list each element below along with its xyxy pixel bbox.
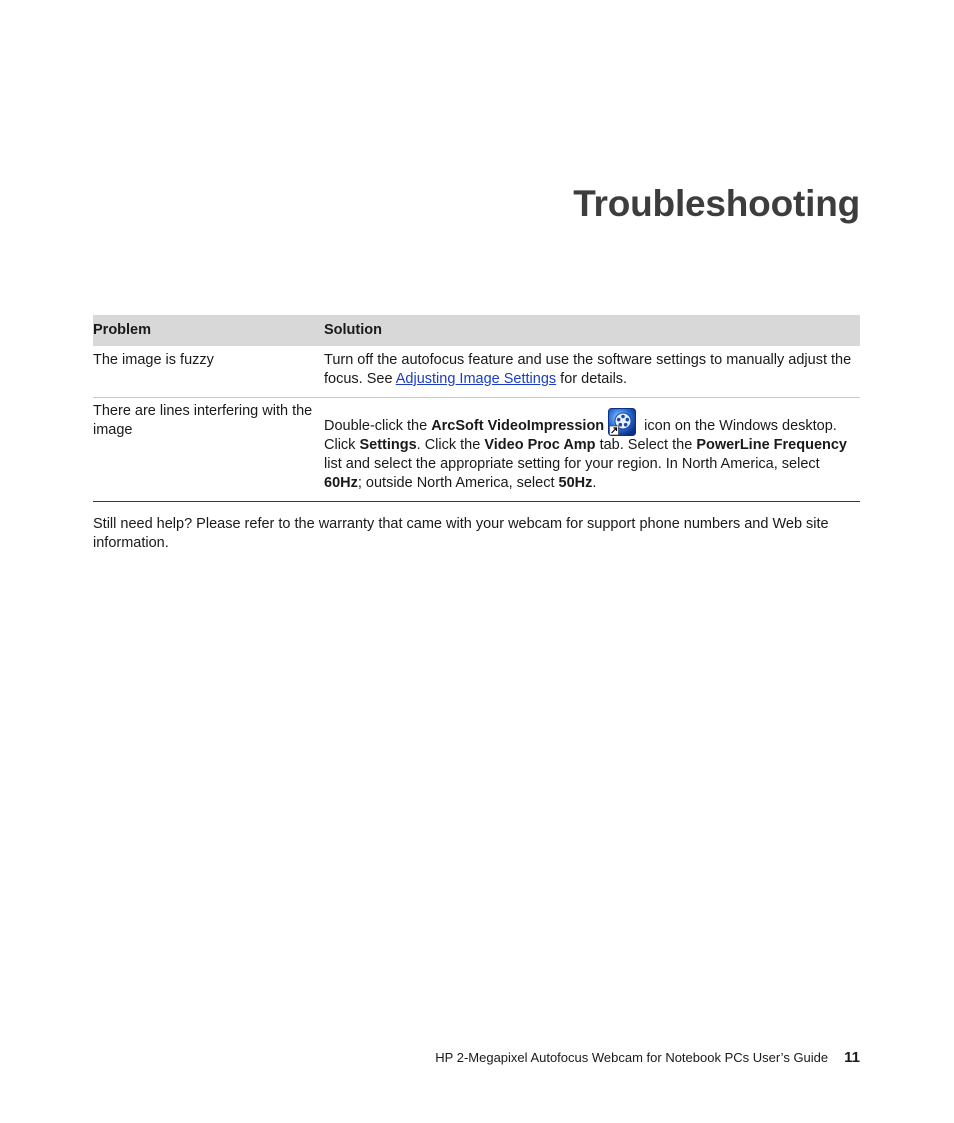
problem-cell: The image is fuzzy <box>93 346 324 398</box>
page-footer <box>435 1049 860 1066</box>
page-title: Troubleshooting <box>573 183 860 224</box>
solution-text: ; outside North America, select <box>357 475 559 491</box>
tab-name: Video Proc Amp <box>484 437 596 453</box>
app-name: ArcSoft VideoImpression <box>431 418 605 434</box>
solution-text: icon on the Windows desktop. Click <box>324 418 837 453</box>
solution-text: . <box>592 475 597 491</box>
solution-text: Turn off the autofocus feature and use the software settings to manually adjust the focus. See <box>324 352 852 387</box>
solution-text: Double-click the <box>324 418 432 434</box>
arcsoft-videoimpression-icon <box>608 408 636 436</box>
header-solution: Solution <box>324 315 860 346</box>
list-name: PowerLine Frequency <box>696 437 847 453</box>
adjusting-image-settings-link[interactable]: Adjusting Image Settings <box>395 371 557 387</box>
table-row <box>93 346 860 398</box>
troubleshooting-table <box>93 315 860 502</box>
frequency-50hz: 50Hz <box>558 475 593 491</box>
problem-cell: There are lines interfering with the image <box>93 398 324 502</box>
page-number: 11 <box>844 1049 860 1066</box>
table-header-row <box>93 315 860 346</box>
help-text: Still need help? Please refer to the warranty that came with your webcam for support phone numbers and Web site information. <box>93 516 829 551</box>
solution-text: for details. <box>556 371 628 387</box>
frequency-60hz: 60Hz <box>324 475 358 491</box>
solution-text: . Click the <box>416 437 485 453</box>
solution-cell <box>324 398 860 502</box>
table-row <box>93 398 860 502</box>
guide-title: HP 2-Megapixel Autofocus Webcam for Notebook PCs User’s Guide <box>435 1050 829 1065</box>
solution-text: tab. Select the <box>595 437 697 453</box>
header-problem: Problem <box>93 315 324 346</box>
settings-label: Settings <box>359 437 417 453</box>
solution-cell <box>324 346 860 398</box>
solution-text: list and select the appropriate setting for your region. In North America, select <box>324 456 820 472</box>
